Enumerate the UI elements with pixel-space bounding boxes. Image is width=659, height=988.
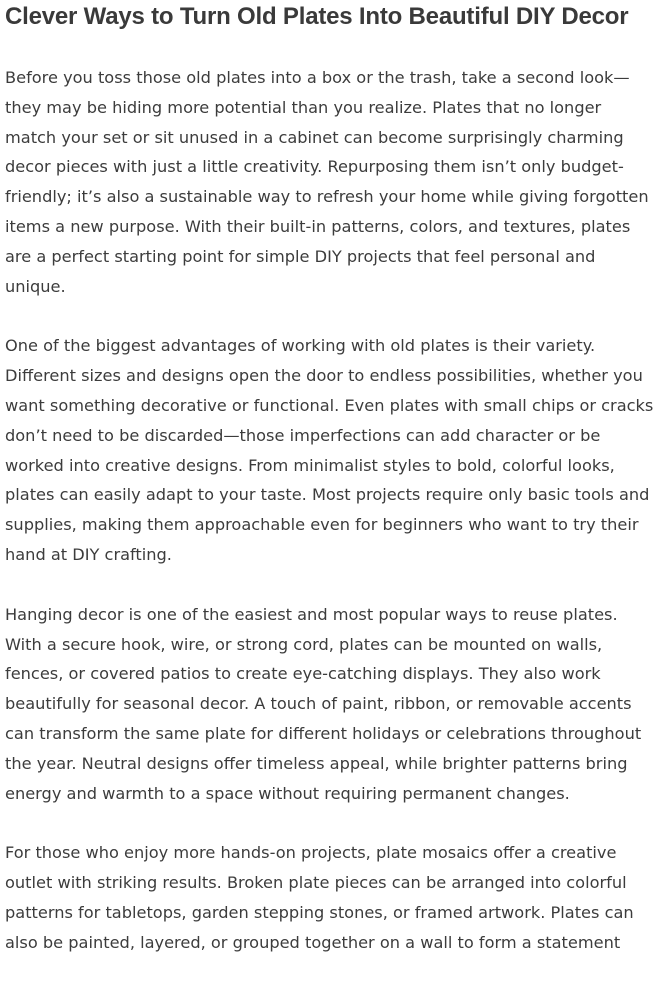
article-title: Clever Ways to Turn Old Plates Into Beautiful DIY Decor: [5, 3, 629, 30]
article-paragraph-4: For those who enjoy more hands-on projects, plate mosaics offer a creative outlet with striking results. Broken plate pieces can be arranged into colorful patterns for tabletops, garden stepping stones, or framed artwork. Plates can also be painted, layered, or grouped together on a wall to form a statement: [5, 843, 634, 952]
article-paragraph-1: Before you toss those old plates into a box or the trash, take a second look—they may be hiding more potential than you realize. Plates that no longer match your set or sit unused in a cabinet can become surprisingly charming decor pieces with just a little creativity. Repurposing them isn’t only budget-friendly; it’s also a sustainable way to refresh your home while giving forgotten items a new purpose. With their built-in patterns, colors, and textures, plates are a perfect starting point for simple DIY projects that feel personal and unique.: [5, 68, 649, 296]
article-paragraph-2: One of the biggest advantages of working with old plates is their variety. Different sizes and designs open the door to endless possibilities, whether you want something decorative or functional. Even plates with small chips or cracks don’t need to be discarded—those imperfections can add character or be worked into creative designs. From minimalist styles to bold, colorful looks, plates can easily adapt to your taste. Most projects require only basic tools and supplies, making them approachable even for beginners who want to try their hand at DIY crafting.: [5, 336, 654, 564]
article-paragraph-3: Hanging decor is one of the easiest and most popular ways to reuse plates. With a secure hook, wire, or strong cord, plates can be mounted on walls, fences, or covered patios to create eye-catching displays. They also work beautifully for seasonal decor. A touch of paint, ribbon, or removable accents can transform the same plate for different holidays or celebrations throughout the year. Neutral designs offer timeless appeal, while brighter patterns bring energy and warmth to a space without requiring permanent changes.: [5, 604, 642, 803]
article-body: [5, 63, 656, 988]
